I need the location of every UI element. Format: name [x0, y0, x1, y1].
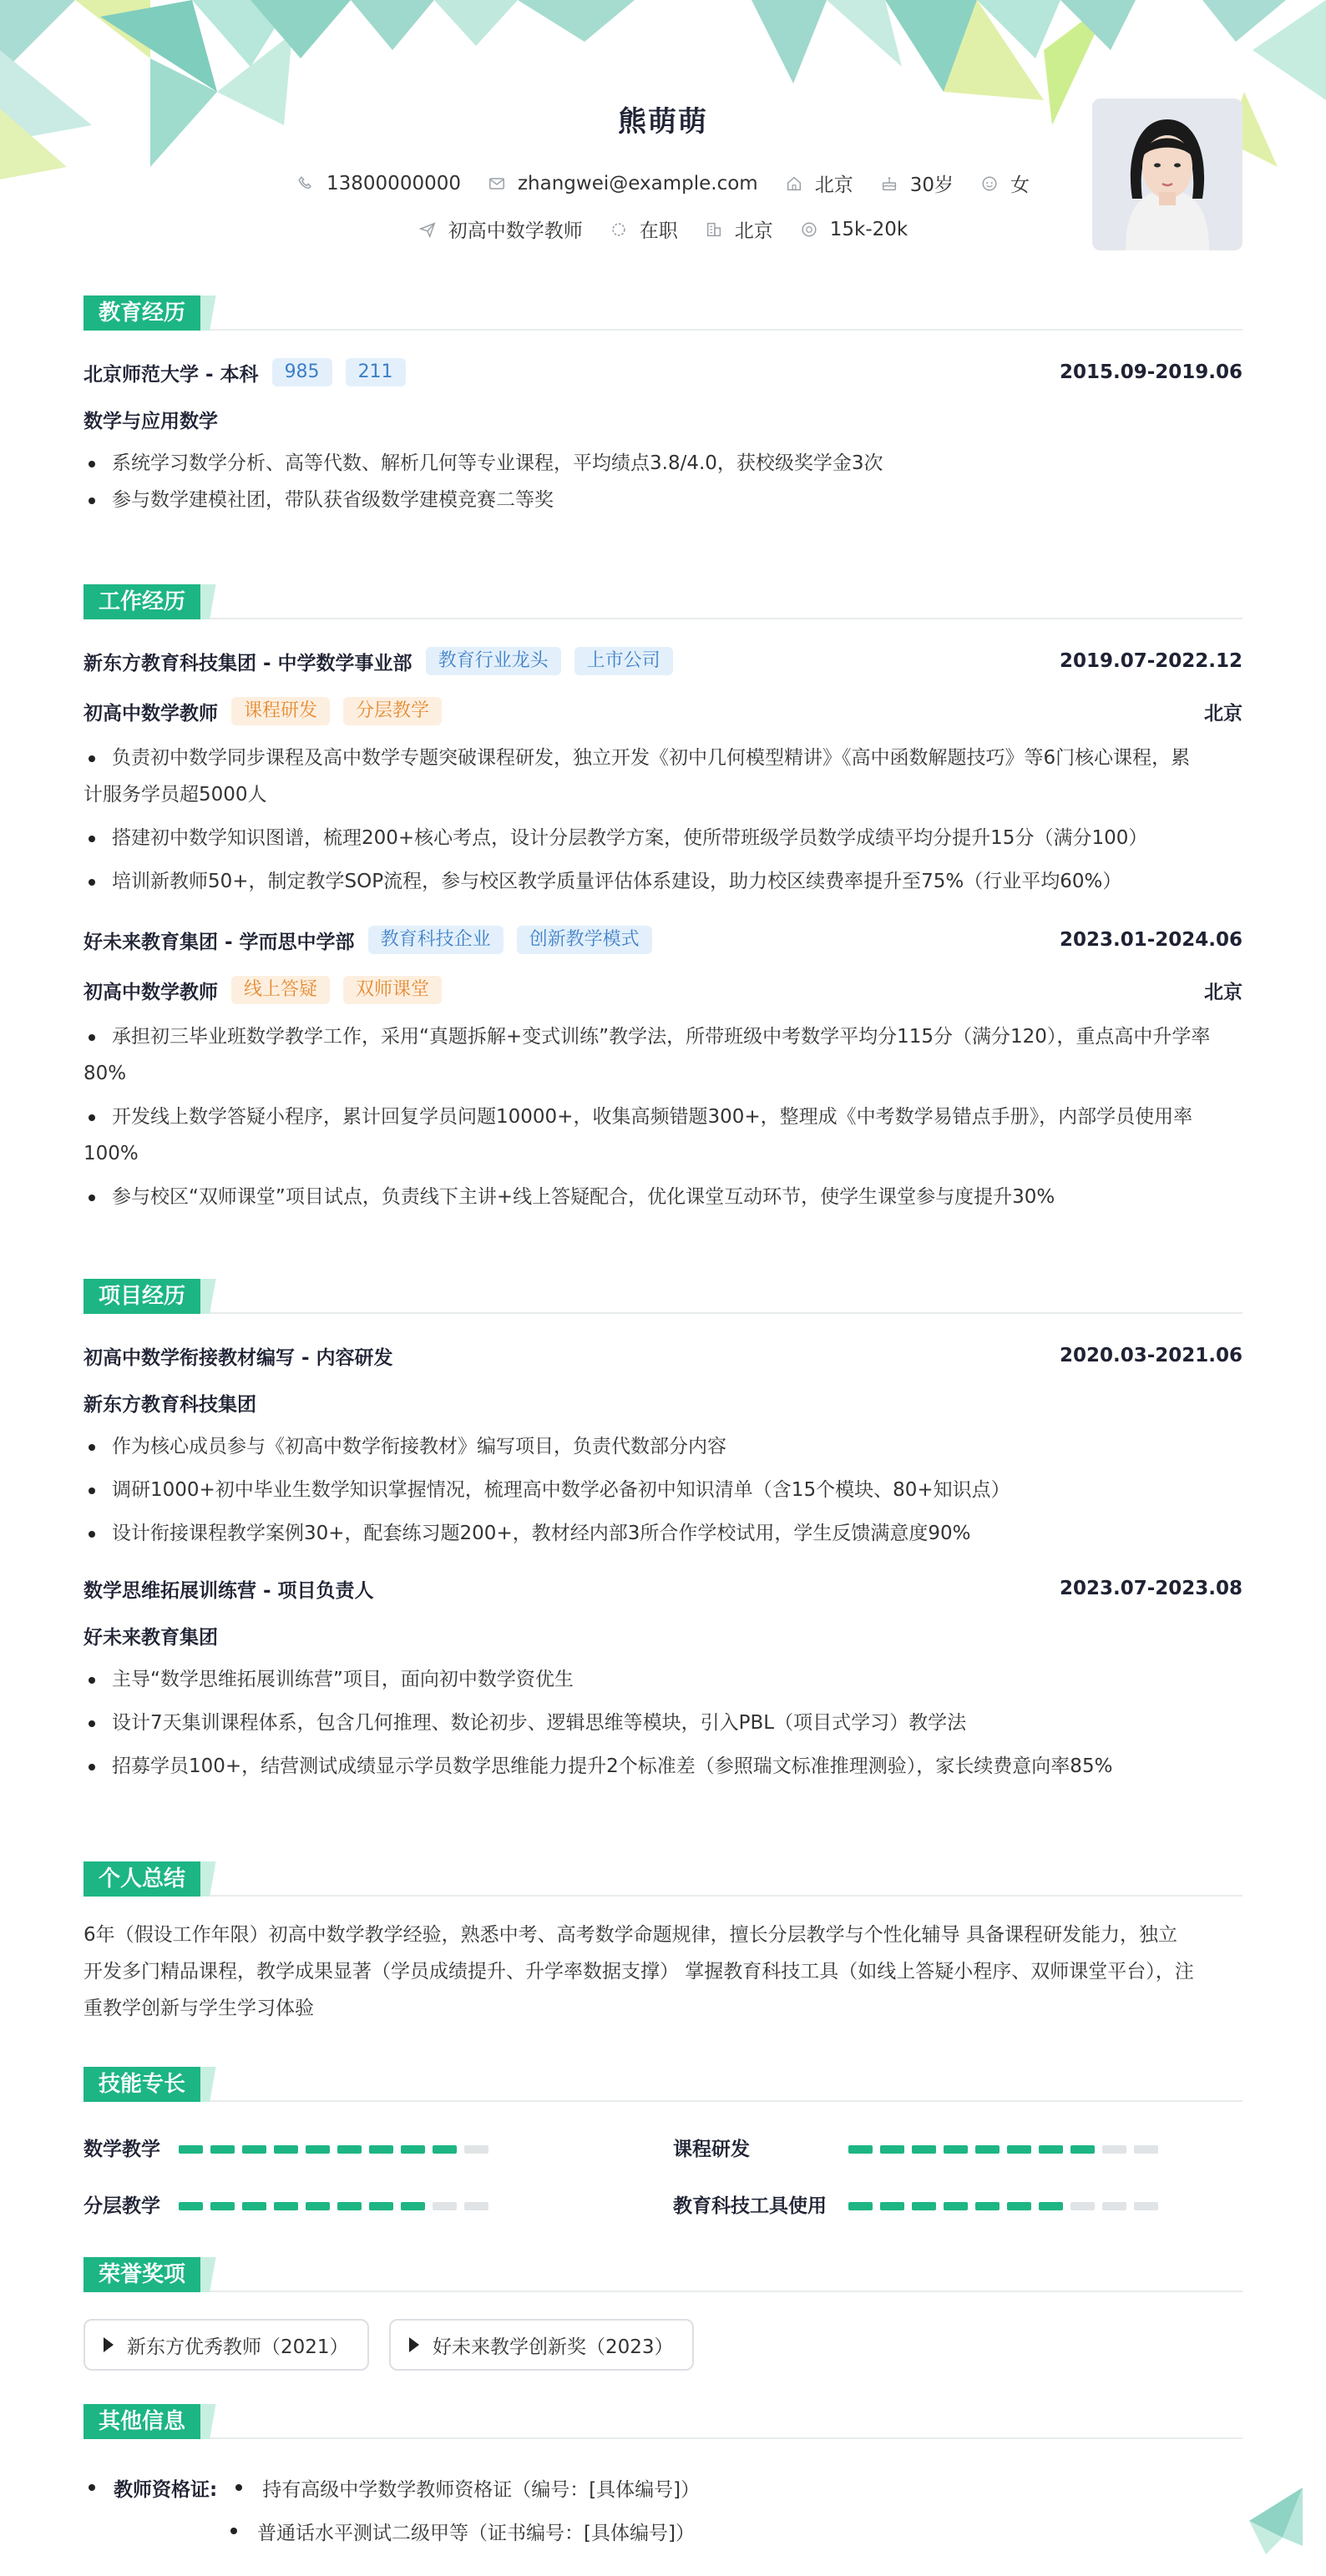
project-org: 新东方教育科技集团 [84, 1394, 256, 1416]
role-tag: 双师课堂 [343, 976, 442, 1004]
skill-dash-filled [337, 2145, 362, 2154]
skill-dash-empty [1134, 2202, 1158, 2210]
project-bullets [84, 1428, 1242, 1552]
target-city-text: 北京 [734, 220, 773, 242]
face-icon [980, 174, 999, 193]
summary-line: 开发多门精品课程，教学成果显著（学员成绩提升、升学率数据支撑） 掌握教育科技工具（如线上答疑小程序、双师课堂平台），注 [84, 1961, 1194, 1983]
gender-info [980, 169, 1030, 197]
company-tag: 教育科技企业 [368, 926, 504, 954]
role-header [84, 695, 1242, 728]
play-icon [409, 2337, 419, 2352]
skill-item [673, 2190, 1166, 2218]
skill-dash-filled [1070, 2145, 1095, 2154]
mail-icon [488, 174, 506, 193]
profile-photo [1092, 98, 1242, 250]
other-key: 教师资格证: [114, 2478, 218, 2501]
projects-section [84, 1279, 1242, 1785]
skill-dash-filled [274, 2145, 298, 2154]
skill-dash-filled [1039, 2202, 1063, 2210]
email-text: zhangwei@example.com [517, 172, 758, 194]
skill-dash-filled [944, 2202, 968, 2210]
summary-line: 6年（假设工作年限）初高中数学教学经验，熟悉中考、高考数学命题规律，擅长分层教学与个性化辅导 具备课程研发能力，独立 [84, 1924, 1177, 1946]
status-info [610, 215, 678, 243]
skill-dash-filled [306, 2145, 330, 2154]
home-icon [785, 174, 803, 193]
skill-dash-filled [210, 2145, 235, 2154]
list-item: 作为核心成员参与《初高中数学衔接教材》编写项目，负责代数部分内容 [84, 1428, 1242, 1465]
status-icon [610, 220, 628, 239]
role-tag: 线上答疑 [231, 976, 330, 1004]
section-title-skills: 技能专长 [84, 2067, 200, 2102]
school-tag: 985 [272, 358, 332, 386]
skill-dash-filled [1007, 2202, 1031, 2210]
other-info-list [84, 2469, 700, 2549]
role-header [84, 973, 1242, 1007]
company-name: 新东方教育科技集团 - 中学数学事业部 [84, 652, 412, 674]
list-item: 培训新教师50+，制定教学SOP流程，参与校区教学质量评估体系建设，助力校区续费率提升至75%（行业平均60%） [84, 863, 1242, 900]
project-org: 好未来教育集团 [84, 1627, 218, 1649]
skill-level-bar [179, 2194, 496, 2215]
list-item: 招募学员100+，结营测试成绩显示学员数学思维能力提升2个标准差（参照瑞文标准推理测验），家长续费意向率85% [84, 1748, 1242, 1785]
salary-info [800, 219, 908, 240]
skill-dash-filled [1039, 2145, 1063, 2154]
role-tag: 分层教学 [343, 697, 442, 725]
job-bullets [84, 740, 1242, 900]
major-name: 数学与应用数学 [84, 411, 218, 432]
skill-dash-filled [944, 2145, 968, 2154]
skill-dash-filled [369, 2202, 393, 2210]
building-icon [705, 220, 723, 239]
education-header [84, 356, 1242, 389]
project-name: 初高中数学衔接教材编写 - 内容研发 [84, 1346, 393, 1369]
email-info [488, 173, 758, 194]
skill-dash-filled [401, 2202, 425, 2210]
list-item: 调研1000+初中毕业生数学知识掌握情况，梳理高中数学必备初中知识清单（含15个模块、80+知识点） [84, 1472, 1242, 1508]
award-item [84, 2319, 369, 2371]
bullet-dot [89, 2484, 95, 2491]
honors-section [84, 2257, 1242, 2391]
skill-dash-filled [337, 2202, 362, 2210]
gender-text: 女 [1010, 174, 1030, 196]
list-item: 设计衔接课程教学案例30+，配套练习题200+，教材经内部3所合作学校试用，学生反馈满意度90% [84, 1515, 1242, 1552]
summary-line: 重教学创新与学生学习体验 [84, 1998, 314, 2019]
list-item: 搭建初中数学知识图谱，梳理200+核心考点，设计分层教学方案，使所带班级学员数学成绩平均分提升15分（满分100） [84, 820, 1242, 856]
education-section [84, 295, 1242, 518]
skill-dash-filled [912, 2145, 936, 2154]
project-header [84, 1339, 1242, 1372]
skill-dash-empty [1102, 2202, 1126, 2210]
other-section [84, 2404, 1242, 2446]
position-info [418, 215, 583, 243]
status-text: 在职 [639, 220, 678, 242]
skill-dash-filled [369, 2145, 393, 2154]
section-title-education: 教育经历 [84, 295, 200, 331]
education-bullets [84, 445, 1242, 518]
bullet-dot [235, 2484, 242, 2491]
list-item-continued: 100% [84, 1143, 139, 1164]
list-item: 设计7天集训课程体系，包含几何推理、数论初步、逻辑思维等模块，引入PBL（项目式学习）教学法 [84, 1705, 1242, 1741]
job-period: 2023.01-2024.06 [1059, 929, 1242, 951]
project-header [84, 1572, 1242, 1605]
skill-dash-empty [433, 2202, 457, 2210]
skill-name: 数学教学 [84, 2139, 160, 2160]
job-header [84, 644, 1242, 678]
list-item: 负责初中数学同步课程及高中数学专题突破课程研发，独立开发《初中几何模型精讲》《高中函数解题技巧》等6门核心课程，累 [84, 740, 1242, 776]
skill-dash-filled [306, 2202, 330, 2210]
skill-dash-filled [179, 2145, 203, 2154]
section-title-work: 工作经历 [84, 584, 200, 619]
job-period: 2019.07-2022.12 [1059, 650, 1242, 672]
project-period: 2020.03-2021.06 [1059, 1345, 1242, 1366]
skill-dash-filled [179, 2202, 203, 2210]
role-name: 初高中数学教师 [84, 981, 218, 1003]
company-tag: 上市公司 [574, 647, 673, 675]
skill-dash-filled [848, 2202, 873, 2210]
company-tag: 教育行业龙头 [426, 647, 561, 675]
list-item: 参与校区“双师课堂”项目试点，负责线下主讲+线上答疑配合，优化课堂互动环节，使学生课堂参与度提升30% [84, 1179, 1242, 1215]
skill-item [84, 2134, 496, 2161]
target-city-info [705, 215, 773, 243]
project-bullets [84, 1661, 1242, 1785]
skill-item [84, 2190, 496, 2218]
skill-dash-filled [975, 2145, 1000, 2154]
education-period: 2015.09-2019.06 [1059, 361, 1242, 383]
corner-decoration [1232, 2488, 1303, 2554]
skill-dash-empty [1102, 2145, 1126, 2154]
section-title-summary: 个人总结 [84, 1861, 200, 1897]
skill-dash-empty [464, 2202, 488, 2210]
company-name: 好未来教育集团 - 学而思中学部 [84, 931, 355, 953]
job-location: 北京 [1204, 981, 1242, 1003]
work-section [84, 584, 1242, 1215]
list-item-continued: 80% [84, 1063, 127, 1084]
role-tag: 课程研发 [231, 697, 330, 725]
school-tag: 211 [346, 358, 406, 386]
age-text: 30岁 [909, 174, 954, 196]
city-info [785, 169, 853, 197]
play-icon [104, 2337, 114, 2352]
list-item: 主导“数学思维拓展训练营”项目，面向初中数学资优生 [84, 1661, 1242, 1698]
skill-dash-filled [1007, 2145, 1031, 2154]
list-item: 承担初三毕业班数学教学工作，采用“真题拆解+变式训练”教学法，所带班级中考数学平均分115分（满分120），重点高中升学率 [84, 1018, 1242, 1055]
candidate-name: 熊萌萌 [618, 105, 708, 139]
skill-dash-filled [433, 2145, 457, 2154]
skill-dash-empty [1070, 2202, 1095, 2210]
list-item: 系统学习数学分析、高等代数、解析几何等专业课程，平均绩点3.8/4.0，获校级奖学金3次 [84, 445, 1242, 482]
project-name: 数学思维拓展训练营 - 项目负责人 [84, 1579, 374, 1602]
phone-icon [296, 174, 315, 193]
skill-level-bar [848, 2137, 1166, 2159]
school-name: 北京师范大学 - 本科 [84, 363, 259, 386]
cake-icon [880, 174, 898, 193]
skill-dash-empty [464, 2145, 488, 2154]
other-item: 普通话水平测试二级甲等（证书编号：[具体编号]） [257, 2522, 695, 2544]
age-info [880, 169, 954, 197]
summary-text [84, 1917, 1242, 2027]
award-text: 新东方优秀教师（2021） [127, 2336, 349, 2358]
skill-dash-filled [848, 2145, 873, 2154]
role-name: 初高中数学教师 [84, 702, 218, 725]
send-icon [418, 220, 437, 239]
skill-dash-filled [242, 2145, 266, 2154]
company-tag: 创新教学模式 [517, 926, 652, 954]
phone-info [296, 173, 461, 194]
skill-dash-filled [975, 2202, 1000, 2210]
section-title-projects: 项目经历 [84, 1279, 200, 1314]
skill-name: 课程研发 [673, 2139, 750, 2160]
job-location: 北京 [1204, 702, 1242, 725]
summary-section [84, 1861, 1242, 2027]
list-item: 参与数学建模社团，带队获省级数学建模竞赛二等奖 [84, 482, 1242, 518]
skill-dash-filled [274, 2202, 298, 2210]
award-text: 好未来教学创新奖（2023） [433, 2336, 674, 2358]
section-title-other: 其他信息 [84, 2404, 200, 2439]
skill-dash-empty [1134, 2145, 1158, 2154]
position-text: 初高中数学教师 [448, 220, 583, 242]
bullet-dot [230, 2528, 237, 2534]
skill-level-bar [179, 2137, 496, 2159]
skill-dash-filled [880, 2202, 904, 2210]
skill-dash-filled [210, 2202, 235, 2210]
skill-item [673, 2134, 1166, 2161]
salary-text: 15k-20k [829, 218, 908, 240]
coin-icon [800, 220, 818, 239]
city-text: 北京 [814, 174, 853, 196]
job-header [84, 923, 1242, 957]
skill-name: 教育科技工具使用 [673, 2195, 827, 2217]
list-item-continued: 计服务学员超5000人 [84, 784, 267, 806]
award-item [389, 2319, 694, 2371]
skill-dash-filled [912, 2202, 936, 2210]
other-item: 持有高级中学数学教师资格证（编号：[具体编号]） [262, 2478, 701, 2501]
list-item: 开发线上数学答疑小程序，累计回复学员问题10000+，收集高频错题300+，整理成《中考数学易错点手册》，内部学员使用率 [84, 1099, 1242, 1135]
skill-level-bar [848, 2194, 1166, 2215]
job-bullets [84, 1018, 1242, 1215]
section-title-honors: 荣誉奖项 [84, 2257, 200, 2292]
skill-dash-filled [401, 2145, 425, 2154]
skills-section [84, 2067, 1242, 2234]
skill-dash-filled [242, 2202, 266, 2210]
phone-text: 13800000000 [326, 172, 461, 194]
skill-name: 分层教学 [84, 2195, 160, 2217]
skill-dash-filled [880, 2145, 904, 2154]
project-period: 2023.07-2023.08 [1059, 1578, 1242, 1599]
